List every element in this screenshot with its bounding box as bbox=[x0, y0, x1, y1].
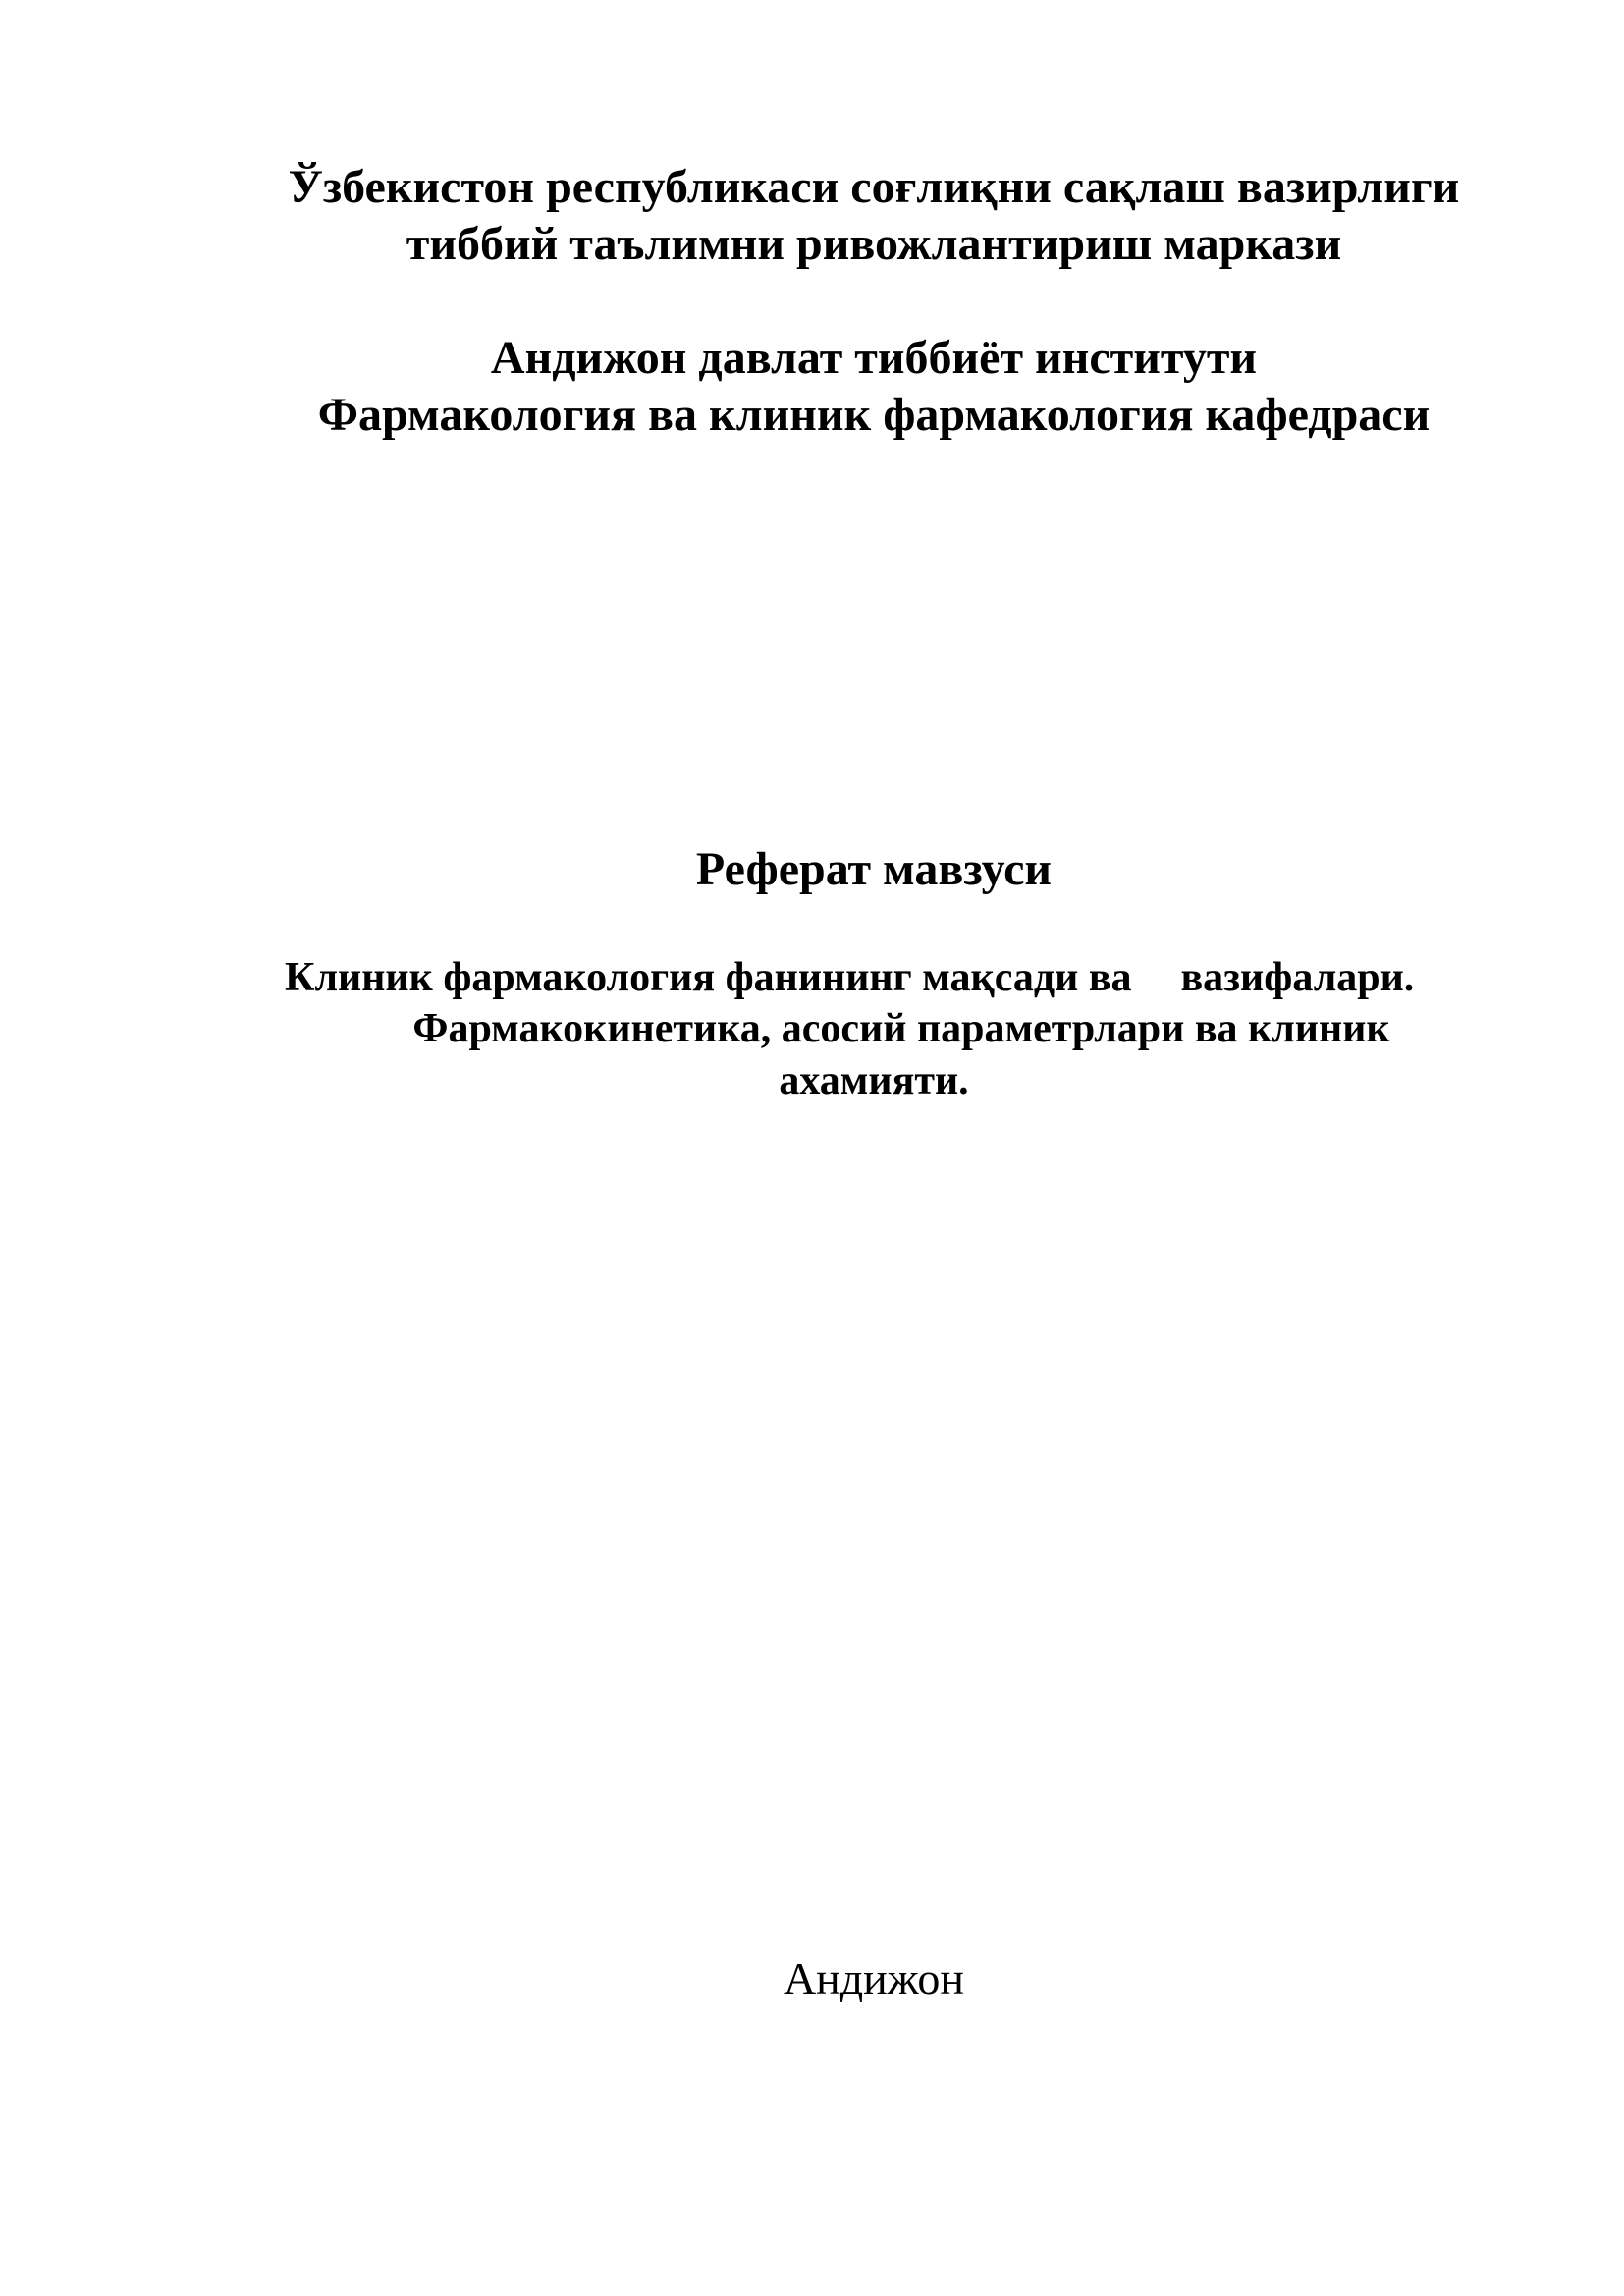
ministry-name-line-1: Ўзбекистон республикаси соғлиқни сақлаш вазирлиги bbox=[288, 161, 1460, 213]
topic-line-1-part-a: Клиник фармакология фанининг мақсади ва bbox=[285, 955, 1132, 1000]
topic-line-3: ахамияти. bbox=[779, 1058, 969, 1103]
city-name: Андижон bbox=[783, 1953, 965, 2003]
topic-line-1-part-b: вазифалари. bbox=[1180, 955, 1415, 1000]
referat-heading: Реферат мавзуси bbox=[695, 843, 1053, 895]
topic-line-1 bbox=[285, 957, 1414, 998]
department-name: Фармакология ва клиник фармакология кафедраси bbox=[317, 389, 1431, 441]
ministry-name-line-2: тиббий таълимни ривожлантириш маркази bbox=[406, 218, 1342, 270]
institute-name: Андижон давлат тиббиёт институти bbox=[490, 332, 1258, 384]
topic-line-2: Фармакокинетика, асосий параметрлари ва клиник bbox=[412, 1006, 1390, 1051]
